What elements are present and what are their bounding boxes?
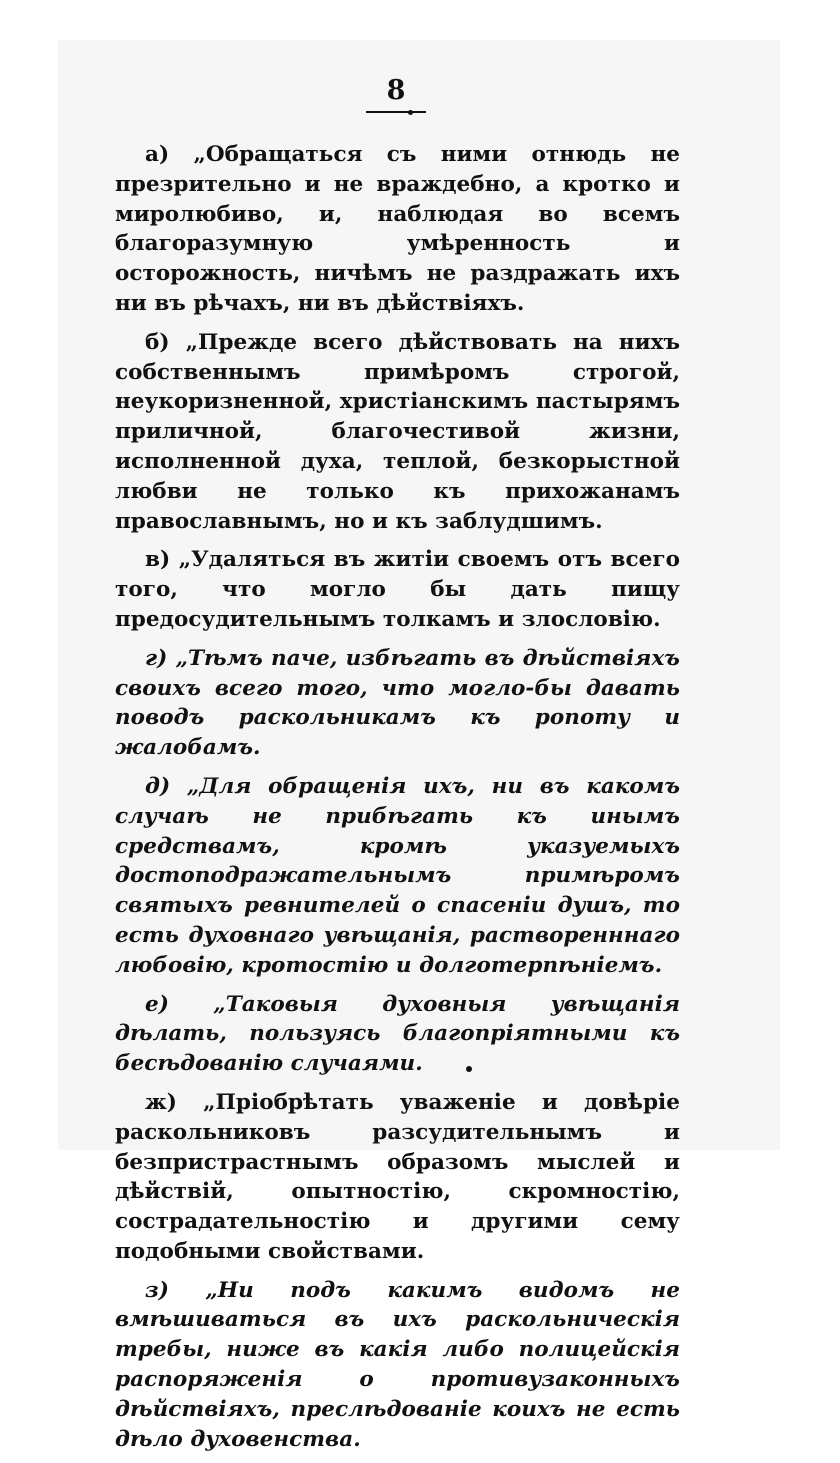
paragraph-zh: ж) „Пріобрѣтать уваженіе и довѣріе раскольниковъ разсудительнымъ и безпристрастнымъ образомъ мыслей и дѣйствій, опытностію, скромностію, сострадательностію и другими сему подобными свойствами. xyxy=(115,1089,680,1264)
paragraph-g: г) „Тѣмъ паче, избѣгать въ дѣйствіяхъ своихъ всего того, что могло-бы давать поводъ раскольникамъ къ ропоту и жалобамъ. xyxy=(115,645,680,761)
paragraph-a: а) „Обращаться съ ними отнюдь не презрительно и не враждебно, а кротко и миролюбиво, и, наблюдая во всемъ благоразумную умѣренность и осторожность, ничѣмъ не раздражать ихъ ни въ рѣчахъ, ни въ дѣйствіяхъ. xyxy=(115,142,680,316)
paragraph-z: з) „Ни подъ какимъ видомъ не вмѣшиваться въ ихъ раскольническія требы, ниже въ какія либо полицейскія распоряженія о противузаконныхъ дѣйствіяхъ, преслѣдованіе коихъ не есть дѣло духовенства. xyxy=(115,1277,680,1452)
page-number-rule-dot xyxy=(408,110,413,115)
page-number-rule xyxy=(366,111,426,113)
paragraph-e: е) „Таковыя духовныя увѣщанія дѣлать, пользуясь благопріятными къ бесѣдованію случаями. xyxy=(115,991,680,1077)
paragraph-d: д) „Для обращенія ихъ, ни въ какомъ случаѣ не прибѣгать къ инымъ средствамъ, кромѣ указуемыхъ достоподражательнымъ примѣромъ святыхъ ревнителей о спасеніи душъ, то есть духовнаго увѣщанія, растворенннаго любовію, кротостію и долготерпѣніемъ. xyxy=(115,773,680,978)
end-mark-dot xyxy=(466,1066,472,1072)
body-text xyxy=(115,140,680,1463)
paragraph-b: б) „Прежде всего дѣйствовать на нихъ собственнымъ примѣромъ строгой, неукоризненной, христіанскимъ пастырямъ приличной, благочестивой жизни, исполненной духа, теплой, безкорыстной любви не только къ прихожанамъ православнымъ, но и къ заблудшимъ. xyxy=(115,329,680,534)
page-number: 8 xyxy=(386,75,406,106)
paragraph-v: в) „Удаляться въ житіи своемъ отъ всего того, что могло бы дать пищу предосудительнымъ толкамъ и злословію. xyxy=(115,547,680,632)
